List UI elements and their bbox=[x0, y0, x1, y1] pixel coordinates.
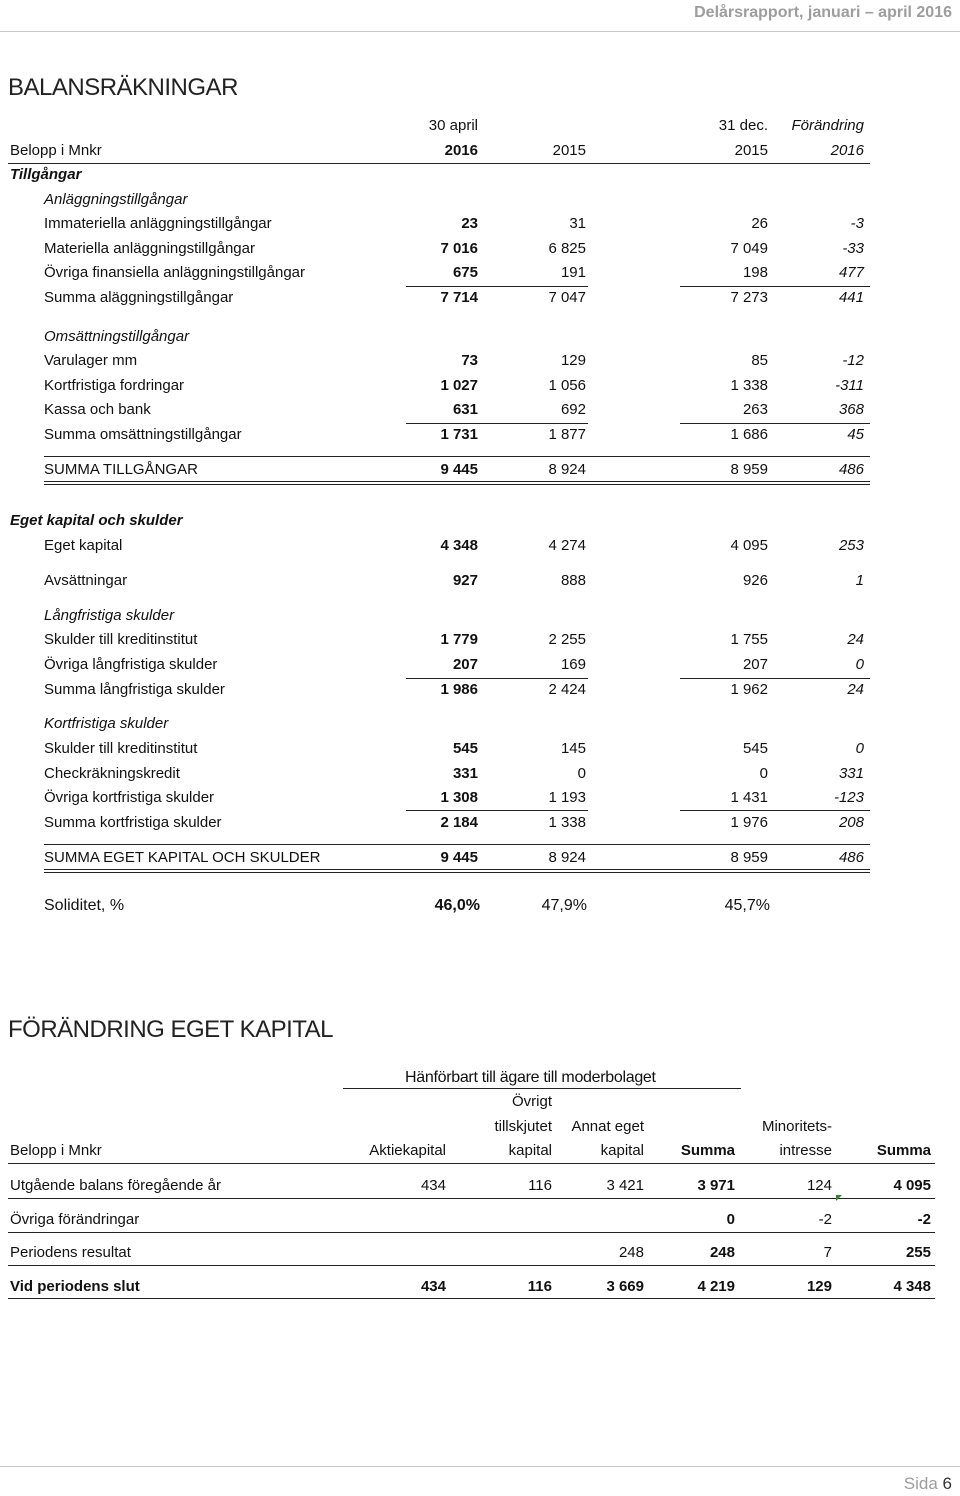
cell: 2 184 bbox=[440, 814, 478, 831]
table-row bbox=[0, 1209, 960, 1231]
row-divider bbox=[8, 1198, 935, 1199]
header-rule bbox=[0, 31, 960, 32]
cell: 692 bbox=[560, 401, 586, 418]
cell: 253 bbox=[838, 537, 864, 554]
cell: 1 431 bbox=[730, 789, 768, 806]
cell: -33 bbox=[842, 240, 864, 257]
cell: 208 bbox=[838, 814, 864, 831]
col-header-year-2: 2015 bbox=[552, 142, 586, 159]
total-equity-liabilities-row bbox=[0, 847, 960, 869]
cell: 3 669 bbox=[606, 1278, 644, 1295]
col-header-total: Summa bbox=[876, 1142, 931, 1159]
cell: 888 bbox=[560, 572, 586, 589]
table-bottom-line bbox=[8, 1298, 935, 1299]
sum-line bbox=[406, 810, 588, 811]
row-divider bbox=[8, 1265, 935, 1266]
report-header: Delårsrapport, januari – april 2016 bbox=[694, 4, 952, 21]
cell: 1 877 bbox=[548, 426, 586, 443]
table-row bbox=[0, 654, 960, 676]
col-header-sum: Summa bbox=[680, 1142, 735, 1159]
cell: -2 bbox=[917, 1211, 931, 1228]
row-label: Periodens resultat bbox=[10, 1244, 131, 1261]
row-divider bbox=[8, 1232, 935, 1233]
cell: 434 bbox=[420, 1177, 446, 1194]
row-label: SUMMA EGET KAPITAL OCH SKULDER bbox=[44, 849, 321, 866]
cell: -3 bbox=[850, 215, 864, 232]
total-assets-row bbox=[0, 459, 960, 481]
cell: 169 bbox=[560, 656, 586, 673]
row-label: Skulder till kreditinstitut bbox=[44, 740, 198, 757]
row-label: Övriga finansiella anläggningstillgångar bbox=[44, 264, 305, 281]
cell: 0 bbox=[855, 656, 864, 673]
table-row bbox=[0, 238, 960, 260]
cell: 0 bbox=[726, 1211, 735, 1228]
cell: 1 338 bbox=[548, 814, 586, 831]
row-label: Kortfristiga fordringar bbox=[44, 377, 185, 394]
comment-marker-icon bbox=[836, 1195, 842, 1201]
row-label: Checkräkningskredit bbox=[44, 765, 180, 782]
amount-unit-label: Belopp i Mnkr bbox=[10, 142, 102, 159]
cell: 4 219 bbox=[697, 1278, 735, 1295]
cell: 248 bbox=[709, 1244, 735, 1261]
cell: 46,0% bbox=[434, 897, 480, 914]
cell: 368 bbox=[838, 401, 864, 418]
cell: 4 348 bbox=[893, 1278, 931, 1295]
amount-unit-label: Belopp i Mnkr bbox=[10, 1142, 102, 1159]
cell: -12 bbox=[842, 352, 864, 369]
column-header-row-1 bbox=[0, 115, 960, 137]
cell: 26 bbox=[751, 215, 768, 232]
cell: -2 bbox=[818, 1211, 832, 1228]
total-line-bottom bbox=[44, 481, 870, 482]
table-row bbox=[0, 812, 960, 834]
cell: 9 445 bbox=[440, 849, 478, 866]
table-row bbox=[0, 787, 960, 809]
table-row bbox=[0, 535, 960, 557]
cell: 116 bbox=[527, 1278, 552, 1295]
cell: 545 bbox=[742, 740, 768, 757]
row-label: Skulder till kreditinstitut bbox=[44, 631, 198, 648]
row-label: Summa omsättningstillgångar bbox=[44, 426, 242, 443]
footer-rule bbox=[0, 1466, 960, 1467]
fixed-assets-heading-label: Anläggningstillgångar bbox=[44, 191, 188, 208]
cell: 0 bbox=[855, 740, 864, 757]
cell: 1 962 bbox=[730, 681, 768, 698]
sum-line bbox=[680, 810, 870, 811]
cell: 85 bbox=[751, 352, 768, 369]
col-header-minority-1: Minoritets- bbox=[761, 1118, 832, 1135]
cell: 0 bbox=[577, 765, 586, 782]
cell: 191 bbox=[560, 264, 586, 281]
cell: 145 bbox=[560, 740, 586, 757]
table-row bbox=[0, 1242, 960, 1264]
col-header-annat-2: kapital bbox=[600, 1142, 644, 1159]
long-term-heading bbox=[0, 605, 960, 627]
total-line-top bbox=[44, 456, 870, 457]
cell: 1 779 bbox=[440, 631, 478, 648]
cell: 434 bbox=[420, 1278, 446, 1295]
cell: -123 bbox=[833, 789, 864, 806]
cell: 1 755 bbox=[730, 631, 768, 648]
assets-heading bbox=[0, 164, 960, 186]
cell: 263 bbox=[742, 401, 768, 418]
cell: 207 bbox=[742, 656, 768, 673]
cell: 7 047 bbox=[548, 289, 586, 306]
total-line-bottom bbox=[44, 484, 870, 485]
row-label: SUMMA TILLGÅNGAR bbox=[44, 461, 198, 478]
cell: 1 338 bbox=[730, 377, 768, 394]
cell: 441 bbox=[838, 289, 864, 306]
cell: 3 971 bbox=[697, 1177, 735, 1194]
equity-liabilities-heading bbox=[0, 510, 960, 532]
cell: 31 bbox=[569, 215, 586, 232]
cell: 4 274 bbox=[548, 537, 586, 554]
cell: 7 273 bbox=[730, 289, 768, 306]
page-number: 6 bbox=[942, 1474, 952, 1493]
cell: 486 bbox=[838, 461, 864, 478]
assets-heading-label: Tillgångar bbox=[10, 166, 82, 183]
page-footer bbox=[904, 1474, 952, 1494]
cell: 6 825 bbox=[548, 240, 586, 257]
cell: 7 bbox=[823, 1244, 832, 1261]
cell: 3 421 bbox=[606, 1177, 644, 1194]
cell: 1 056 bbox=[548, 377, 586, 394]
table-row bbox=[0, 570, 960, 592]
cell: 675 bbox=[452, 264, 478, 281]
table-row bbox=[0, 679, 960, 701]
cell: 331 bbox=[452, 765, 478, 782]
row-label: Soliditet, % bbox=[44, 897, 125, 914]
cell: 129 bbox=[806, 1278, 832, 1295]
cell: 4 348 bbox=[440, 537, 478, 554]
col-header-other-3: kapital bbox=[508, 1142, 552, 1159]
col-header-year-4: 2016 bbox=[830, 142, 864, 159]
column-header-row-2 bbox=[0, 140, 960, 162]
col-header-annat-1: Annat eget bbox=[571, 1118, 644, 1135]
row-label: Kassa och bank bbox=[44, 401, 151, 418]
short-term-heading-label: Kortfristiga skulder bbox=[44, 715, 169, 732]
row-label: Övriga förändringar bbox=[10, 1211, 140, 1228]
table-row bbox=[0, 287, 960, 309]
cell: 1 686 bbox=[730, 426, 768, 443]
cell: 631 bbox=[452, 401, 478, 418]
cell: 9 445 bbox=[440, 461, 478, 478]
cell: 73 bbox=[461, 352, 478, 369]
table-row bbox=[0, 629, 960, 651]
cell: 7 049 bbox=[730, 240, 768, 257]
row-label: Vid periodens slut bbox=[10, 1278, 140, 1295]
cell: 248 bbox=[618, 1244, 644, 1261]
col-header-change: Förändring bbox=[791, 117, 864, 134]
cell: 4 095 bbox=[893, 1177, 931, 1194]
cell: 124 bbox=[806, 1177, 832, 1194]
row-label: Eget kapital bbox=[44, 537, 123, 554]
long-term-heading-label: Långfristiga skulder bbox=[44, 607, 175, 624]
solidity-row bbox=[0, 895, 960, 917]
cell: 8 959 bbox=[730, 849, 768, 866]
row-label: Summa långfristiga skulder bbox=[44, 681, 225, 698]
col-header-year-1: 2016 bbox=[444, 142, 478, 159]
cell: 927 bbox=[452, 572, 478, 589]
col-header-share-capital: Aktiekapital bbox=[369, 1142, 446, 1159]
cell: 486 bbox=[838, 849, 864, 866]
cell: 926 bbox=[742, 572, 768, 589]
group-header-underline bbox=[343, 1088, 741, 1089]
total-line-bottom bbox=[44, 872, 870, 873]
cell: 4 095 bbox=[730, 537, 768, 554]
cell: 1 308 bbox=[440, 789, 478, 806]
col-header-minority-2: intresse bbox=[779, 1142, 832, 1159]
equity-liabilities-heading-label: Eget kapital och skulder bbox=[10, 512, 183, 529]
row-label: Avsättningar bbox=[44, 572, 128, 589]
current-assets-heading bbox=[0, 326, 960, 348]
cell: 8 959 bbox=[730, 461, 768, 478]
cell: 7 714 bbox=[440, 289, 478, 306]
cell: 1 193 bbox=[548, 789, 586, 806]
table-row bbox=[0, 424, 960, 446]
cell: 1 bbox=[855, 572, 864, 589]
header-underline bbox=[8, 1163, 935, 1164]
table-row bbox=[0, 738, 960, 760]
col-header-year-3: 2015 bbox=[734, 142, 768, 159]
row-label: Övriga långfristiga skulder bbox=[44, 656, 218, 673]
cell: 45 bbox=[847, 426, 864, 443]
balance-title: BALANSRÄKNINGAR bbox=[8, 74, 238, 101]
cell: -311 bbox=[835, 377, 864, 394]
cell: 255 bbox=[905, 1244, 931, 1261]
row-label: Materiella anläggningstillgångar bbox=[44, 240, 255, 257]
table-row bbox=[0, 262, 960, 284]
short-term-heading bbox=[0, 713, 960, 735]
table-row bbox=[0, 763, 960, 785]
cell: 1 976 bbox=[730, 814, 768, 831]
cell: 116 bbox=[528, 1177, 552, 1194]
table-row bbox=[0, 1276, 960, 1298]
header-row-2 bbox=[0, 1116, 960, 1138]
cell: 129 bbox=[560, 352, 586, 369]
col-header-other-1: Övrigt bbox=[511, 1093, 552, 1110]
fixed-assets-heading bbox=[0, 189, 960, 211]
cell: 7 016 bbox=[440, 240, 478, 257]
row-label: Immateriella anläggningstillgångar bbox=[44, 215, 272, 232]
cell: 331 bbox=[838, 765, 864, 782]
cell: 1 027 bbox=[440, 377, 478, 394]
total-line-top bbox=[44, 844, 870, 845]
row-label: Summa aläggningstillgångar bbox=[44, 289, 234, 306]
cell: 8 924 bbox=[548, 461, 586, 478]
cell: 45,7% bbox=[724, 897, 770, 914]
cell: 1 986 bbox=[440, 681, 478, 698]
table-row bbox=[0, 375, 960, 397]
col-header-other-2: tillskjutet bbox=[494, 1118, 552, 1135]
table-row bbox=[0, 399, 960, 421]
cell: 207 bbox=[452, 656, 478, 673]
current-assets-heading-label: Omsättningstillgångar bbox=[44, 328, 190, 345]
cell: 8 924 bbox=[548, 849, 586, 866]
table-row bbox=[0, 213, 960, 235]
row-label: Varulager mm bbox=[44, 352, 138, 369]
header-row-3 bbox=[0, 1140, 960, 1162]
col-header-date-3: 31 dec. bbox=[718, 117, 768, 134]
header-row-1 bbox=[0, 1091, 960, 1113]
page-label: Sida bbox=[903, 1474, 938, 1493]
group-header: Hänförbart till ägare till moderbolaget bbox=[405, 1069, 656, 1086]
cell: 23 bbox=[461, 215, 478, 232]
row-label: Övriga kortfristiga skulder bbox=[44, 789, 215, 806]
cell: 47,9% bbox=[541, 897, 587, 914]
cell: 2 424 bbox=[548, 681, 586, 698]
cell: 24 bbox=[847, 681, 864, 698]
table-row bbox=[0, 350, 960, 372]
row-label: Utgående balans föregående år bbox=[10, 1177, 221, 1194]
cell: 2 255 bbox=[548, 631, 586, 648]
total-line-bottom bbox=[44, 869, 870, 870]
cell: 545 bbox=[452, 740, 478, 757]
cell: 24 bbox=[847, 631, 864, 648]
group-header-row bbox=[0, 1067, 960, 1089]
row-label: Summa kortfristiga skulder bbox=[44, 814, 222, 831]
cell: 0 bbox=[759, 765, 768, 782]
col-header-date-1: 30 april bbox=[428, 117, 478, 134]
equity-changes-title: FÖRÄNDRING EGET KAPITAL bbox=[8, 1016, 334, 1043]
cell: 198 bbox=[742, 264, 768, 281]
table-row bbox=[0, 1175, 960, 1197]
cell: 477 bbox=[838, 264, 864, 281]
cell: 1 731 bbox=[440, 426, 478, 443]
